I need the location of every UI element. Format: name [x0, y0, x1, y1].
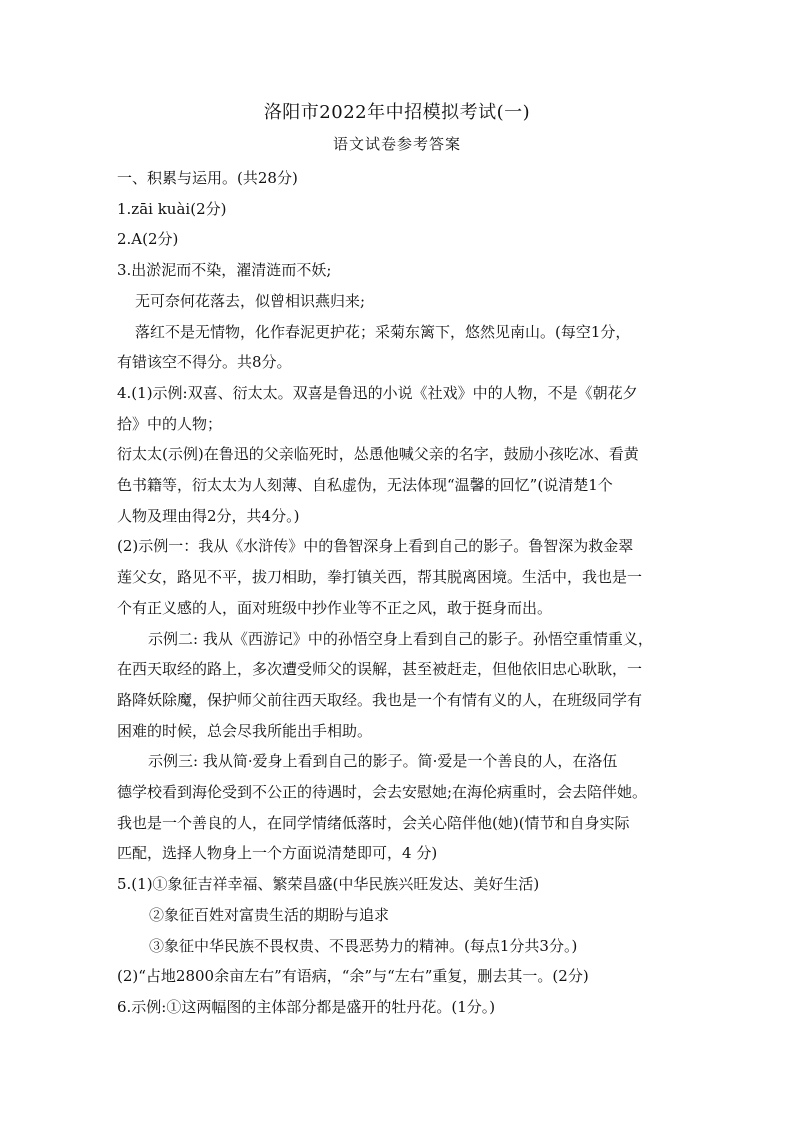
answer-line: 示例三: 我从简·爱身上看到自己的影子。简·爱是一个善良的人，在洛伍 — [148, 752, 618, 771]
document-subtitle: 语文试卷参考答案 — [332, 135, 461, 153]
answer-line: (2)“占地2800余亩左右”有语病，“余”与“左右”重复，删去其一。(2分) — [117, 967, 589, 986]
answer-line: 人物及理由得2分，共4分。) — [117, 506, 300, 525]
answer-line: 1.zāi kuài(2分) — [117, 199, 227, 218]
answer-line: 有错该空不得分。共8分。 — [117, 353, 292, 372]
answer-line: 莲父女，路见不平，拔刀相助，拳打镇关西，帮其脱离困境。生活中，我也是一 — [117, 568, 643, 587]
answer-content — [117, 163, 677, 1023]
document-title: 洛阳市2022年中招模拟考试(一) — [263, 102, 531, 123]
answer-line: 6.示例:①这两幅图的主体部分都是盛开的牡丹花。(1分。) — [117, 997, 496, 1016]
answer-line: 困难的时候，总会尽我所能出手相助。 — [117, 721, 373, 740]
answer-line: 衍太太(示例)在鲁迅的父亲临死时，怂恿他喊父亲的名字，鼓励小孩吃冰、看黄 — [117, 445, 639, 464]
answer-line: 3.出淤泥而不染，濯清涟而不妖; — [117, 261, 332, 280]
answer-line: 拾》中的人物； — [117, 414, 223, 433]
answer-line: (2)示例一：我从《水浒传》中的鲁智深身上看到自己的影子。鲁智深为救金翠 — [117, 537, 634, 556]
answer-line: 路降妖除魔，保护师父前往西天取经。我也是一个有情有义的人，在班级同学有 — [117, 690, 643, 709]
answer-line: 在西天取经的路上，多次遭受师父的误解，甚至被赶走，但他依旧忠心耿耿，一 — [117, 660, 643, 679]
answer-line: 色书籍等，衍太太为人刻薄、自私虚伪，无法体现“温馨的回忆”(说清楚1个 — [117, 476, 613, 495]
answer-line: 无可奈何花落去，似曾相识燕归来; — [135, 291, 366, 310]
answer-line: 德学校看到海伦受到不公正的待遇时，会去安慰她;在海伦病重时，会去陪伴她。 — [117, 783, 648, 802]
answer-line: 4.(1)示例:双喜、衍太太。双喜是鲁迅的小说《社戏》中的人物，不是《朝花夕 — [117, 383, 638, 402]
answer-line: ③象征中华民族不畏权贵、不畏恶势力的精神。(每点1分共3分。) — [149, 936, 578, 955]
answer-line: 5.(1)①象征吉祥幸福、繁荣昌盛(中华民族兴旺发达、美好生活) — [117, 875, 540, 894]
answer-line: 示例二: 我从《西游记》中的孙悟空身上看到自己的影子。孙悟空重情重义， — [148, 629, 653, 648]
answer-line: 2.A(2分) — [117, 230, 179, 249]
answer-line: 匹配，选择人物身上一个方面说清楚即可，4 分) — [117, 844, 438, 863]
answer-line: 个有正义感的人，面对班级中抄作业等不正之风，敢于挺身而出。 — [117, 598, 553, 617]
answer-line: 落红不是无情物，化作春泥更护花；采菊东篱下，悠然见南山。(每空1分， — [135, 322, 631, 341]
answer-line: ②象征百姓对富贵生活的期盼与追求 — [149, 905, 390, 924]
section-heading: 一、积累与运用。(共28分) — [117, 169, 298, 187]
answer-line: 我也是一个善良的人，在同学情绪低落时，会关心陪伴他(她)(情节和自身实际 — [117, 813, 630, 832]
